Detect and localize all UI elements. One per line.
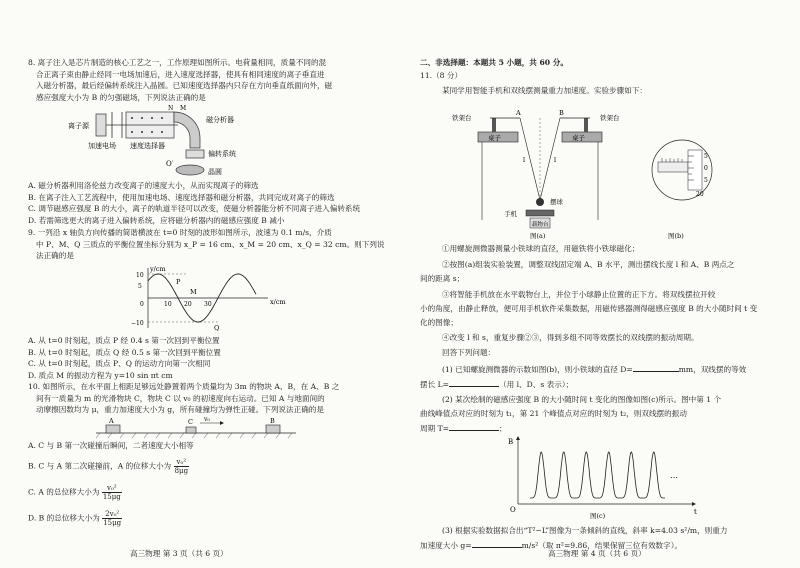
answer-blank-diameter[interactable]	[633, 363, 679, 372]
wave-figure	[128, 264, 298, 336]
q11-part-3-text-2: m/s²（取 π²=9.86，结果保留三位有效数字）。	[521, 541, 683, 550]
label-stand-left: 铁架台	[452, 114, 472, 122]
q10-figure	[96, 417, 296, 439]
wafer	[176, 165, 204, 175]
fraction-numerator: v₀²	[174, 458, 189, 467]
q11-part-2-text: 周期 T=	[420, 424, 450, 433]
label-point-B: B	[559, 109, 564, 117]
label-desk-right: 桌子	[572, 134, 585, 142]
q11-part-1-cont	[420, 378, 776, 391]
label-v0: v₀	[204, 417, 210, 423]
q11-part-3: (3) 根据实验数据拟合出“T²−L”图像为一条倾斜的直线，斜率 k=4.03 s²/m，则重力	[442, 526, 728, 535]
q8-stem-line: 合正离子束由静止经同一电场加速后，进入速度选择器，使具有相同速度的离子垂直进	[36, 69, 325, 79]
stand-left	[492, 118, 496, 132]
figure-a-caption: 图(a)	[530, 232, 546, 240]
q9-stem-line: 中 P、M、Q 三质点的平衡位置坐标分别为 x_P = 16 cm、x_M = 20 cm、x_Q = 32 cm。则下列说	[36, 239, 385, 249]
label-desk-left: 桌子	[488, 134, 501, 142]
q11-step-1: ①用螺旋测微器测量小铁球的直径，用磁铁将小铁球磁化；	[442, 244, 640, 253]
origin-label: 0	[140, 301, 144, 308]
label-accel-field: 加速电场	[88, 142, 116, 150]
y-axis-label: y/cm	[150, 265, 166, 273]
q10-stem	[28, 381, 388, 416]
tick-5-top: 5	[704, 153, 708, 160]
fraction-denominator: 15μg	[102, 493, 121, 501]
page-footer-right: 高三物理 第 4 页（共 6 页）	[548, 549, 646, 558]
block-B	[266, 425, 280, 433]
q8-option-b: B. 在离子注入工艺流程中，使用加速电场、速度选择器和磁分析器，共同完成对离子的筛选	[28, 192, 335, 202]
q9-option-c: C. 从 t=0 时刻起，质点 P、Q 的运动方向第一次相同	[28, 359, 211, 369]
q10-option-b	[28, 458, 388, 475]
q10-option-b-text: B. C 与 A 第二次碰撞前，A 的位移大小为	[28, 461, 172, 471]
q10-stem-line: 间有一质量为 m 的光滑物块 C，物块 C 以 v₀ 的初速度向右运动。已知 A 与地面间的	[36, 393, 325, 403]
q10-option-c	[28, 484, 388, 501]
section-title: 二、非选择题：本题共 5 小题，共 60 分。	[420, 58, 568, 67]
q10-option-a: A. C 与 B 第一次碰撞后瞬间，二者速度大小相等	[28, 441, 194, 450]
q11-step-2-cont: 间的距离 s；	[420, 274, 465, 283]
q10-option-d	[28, 510, 388, 527]
t-axis-label: t	[694, 508, 697, 516]
q11-step-3-cont: 小的角度，由静止释放，便可用手机软件采集数据，用磁传感器测得磁感应强度 B 的大小随时间 t 变	[420, 304, 758, 313]
q9-option-b: B. 从 t=0 时刻起，质点 Q 经 0.5 s 第一次回到平衡位置	[28, 347, 221, 357]
label-magnet: 磁分析器	[206, 116, 234, 124]
label-deflect: 偏转系统	[208, 150, 236, 158]
q9-stem-line: 法正确的是	[36, 251, 74, 261]
label-N: N	[168, 105, 174, 112]
q11-part-1-text-3: 摆长 L=	[420, 380, 450, 389]
label-point-A: A	[516, 109, 521, 117]
q10-stem-line: 动摩擦因数均为 μ，重力加速度大小为 g，所有碰撞均为弹性正碰。下列说法正确的是	[36, 405, 324, 415]
continuation-dots: …	[670, 471, 678, 480]
tick-0: 0	[704, 165, 708, 172]
stand-right	[584, 118, 588, 132]
q10-option-c-text: C. A 的总位移大小为	[28, 487, 100, 497]
answer-heading: 回答下列问题：	[442, 348, 496, 357]
label-platform: 载物台	[532, 222, 549, 228]
page-footer-left: 高三物理 第 3 页（共 6 页）	[130, 549, 228, 558]
x-tick-20: 20	[184, 301, 192, 308]
block-A	[106, 425, 120, 433]
q11-part-1	[420, 363, 798, 376]
q9-option-a: A. 从 t=0 时刻起，质点 P 经 0.4 s 第一次回到平衡位置	[28, 336, 220, 345]
q10-option-d-fraction	[102, 510, 122, 527]
fraction-denominator: 15μg	[103, 519, 122, 527]
B-curve	[530, 452, 665, 498]
q9-stem	[28, 227, 388, 262]
q11-step-3-end: 化的图像；	[420, 318, 458, 327]
q11-part-1-text-4: （用 l、D、s 表示）；	[499, 380, 574, 389]
fraction-denominator: 8μg	[174, 467, 189, 475]
x-axis-label: x/cm	[270, 298, 286, 306]
label-M: M	[180, 105, 187, 112]
y-tick-10: 10	[136, 272, 144, 279]
label-stand-right: 铁架台	[600, 114, 620, 122]
q11-step-3: ③将智能手机放在水平载物台上，并位于小球静止位置的正下方。将双线摆拉开较	[442, 290, 716, 299]
fraction-numerator: 2v₀²	[102, 510, 122, 519]
point-M: M	[190, 288, 197, 296]
q11-part-2-cont: 曲线峰值点对应的时刻为 t₁，第 21 个峰值点对应的时刻为 t₂，则双线摆的振动	[420, 409, 687, 418]
tick-5-bottom: 5	[704, 177, 708, 184]
figure-c	[498, 434, 708, 520]
y-tick-neg10: −10	[131, 320, 144, 327]
q11-part-2: (2) 某次绘制的磁感应强度 B 的大小随时间 t 变化的图像如图(c)所示。图中第 1 个	[442, 395, 722, 404]
x-tick-30: 30	[204, 301, 212, 308]
q8-stem-line: 入磁分析器，最后经偏转系统注入晶圆。已知速度选择器内只存在方向垂直纸面向外，磁	[36, 81, 333, 91]
q8-options	[28, 180, 388, 226]
answer-blank-period[interactable]	[449, 422, 499, 431]
ion-source	[96, 114, 106, 136]
label-C: C	[188, 418, 193, 426]
block-C	[186, 427, 196, 433]
label-phone: 手机	[504, 210, 517, 218]
q11-step-2: ②按图(a)组装实验装置，调整双线固定端 A、B 水平，测出摆线长度 l 和 A、B 两点之	[442, 260, 735, 269]
q11-step-4: ④改变 l 和 s，重复步骤②③，得到多组不同等效摆长的双线摆的振动周期。	[442, 333, 699, 342]
q11-intro: 某同学用智能手机和双线摆测量重力加速度。实验步骤如下：	[442, 86, 648, 95]
q8-figure	[66, 104, 266, 180]
string-right	[540, 118, 560, 200]
q11-title: 11.（8 分）	[420, 71, 463, 80]
label-l-right: l	[554, 156, 557, 164]
label-O: O′	[166, 160, 174, 168]
micrometer-sleeve	[658, 162, 688, 172]
B-axis-label: B	[508, 438, 514, 446]
q11-part-1-text: (1) 已知螺旋测微器的示数如图(b)，则小铁球的直径 D=	[442, 365, 633, 374]
q11-part-3-text: 加速度大小 g=	[420, 541, 472, 550]
q8-stem	[28, 57, 388, 103]
q10-option-b-fraction	[174, 458, 189, 475]
answer-blank-g[interactable]	[472, 539, 522, 548]
y-tick-5: 5	[138, 283, 142, 290]
point-P: P	[176, 278, 181, 286]
q8-stem-line: 感应强度大小为 B 的匀强磁场，下列说法正确的是	[36, 92, 206, 102]
q8-stem-line: 8. 离子注入是芯片制造的核心工艺之一，工作原理如图所示。电荷量相同，质量不同的混	[28, 58, 327, 67]
label-ball: 摆球	[550, 198, 563, 206]
tick-20: 20	[696, 191, 704, 198]
q10-option-c-fraction	[102, 484, 122, 501]
origin-O: O	[510, 506, 516, 514]
q10-stem-line: 10. 如图所示，在水平面上相距足够远处静置着两个质量均为 3m 的物块 A、B，在 A、B 之	[28, 382, 340, 391]
q10-option-d-text: D. B 的总位移大小为	[28, 513, 100, 523]
q9-option-d: D. 质点 M 的振动方程为 y=10 sin πt cm	[28, 370, 173, 380]
figure-b-caption: 图(b)	[668, 232, 684, 240]
point-Q: Q	[214, 324, 220, 332]
deflection-system	[186, 150, 204, 158]
q11-part-2-end	[420, 422, 776, 435]
label-ion-source: 离子源	[68, 122, 89, 130]
answer-blank-length[interactable]	[449, 378, 499, 387]
q8-option-a: A. 磁分析器利用洛伦兹力改变离子的速度大小，从而实现离子的筛选	[28, 181, 259, 190]
label-wafer: 晶圆	[208, 168, 222, 176]
q9-options	[28, 335, 388, 381]
q9-stem-line: 9. 一列沿 x 轴负方向传播的简谐横波在 t=0 时刻的波形如图所示，波速为 0.1 m/s，介质	[28, 228, 332, 237]
figure-a	[430, 100, 630, 240]
q8-option-d: D. 若需筛选更大的离子进入偏转系统，应将磁分析器内的磁感应强度 B 减小	[28, 215, 285, 225]
figure-c-caption: 图(c)	[590, 512, 606, 520]
q8-option-c: C. 调节磁感应强度 B 的大小，离子的轨道半径可以改变，使磁分析器能分析不同离子进入偏转系统	[28, 204, 361, 214]
q11-part-2-text-2: ；	[499, 424, 507, 433]
magnetic-analyzer	[174, 112, 200, 148]
q11-part-1-text-2: mm，双线摆的等效	[678, 365, 747, 374]
label-l-left: l	[523, 156, 526, 164]
figure-b	[642, 128, 722, 240]
pendulum-ball	[536, 198, 544, 206]
phone	[526, 210, 554, 216]
fraction-numerator: v₀²	[102, 484, 122, 493]
label-selector: 速度选择器	[130, 142, 165, 150]
label-A: A	[109, 417, 114, 425]
x-tick-10: 10	[164, 301, 172, 308]
label-B: B	[270, 417, 275, 425]
